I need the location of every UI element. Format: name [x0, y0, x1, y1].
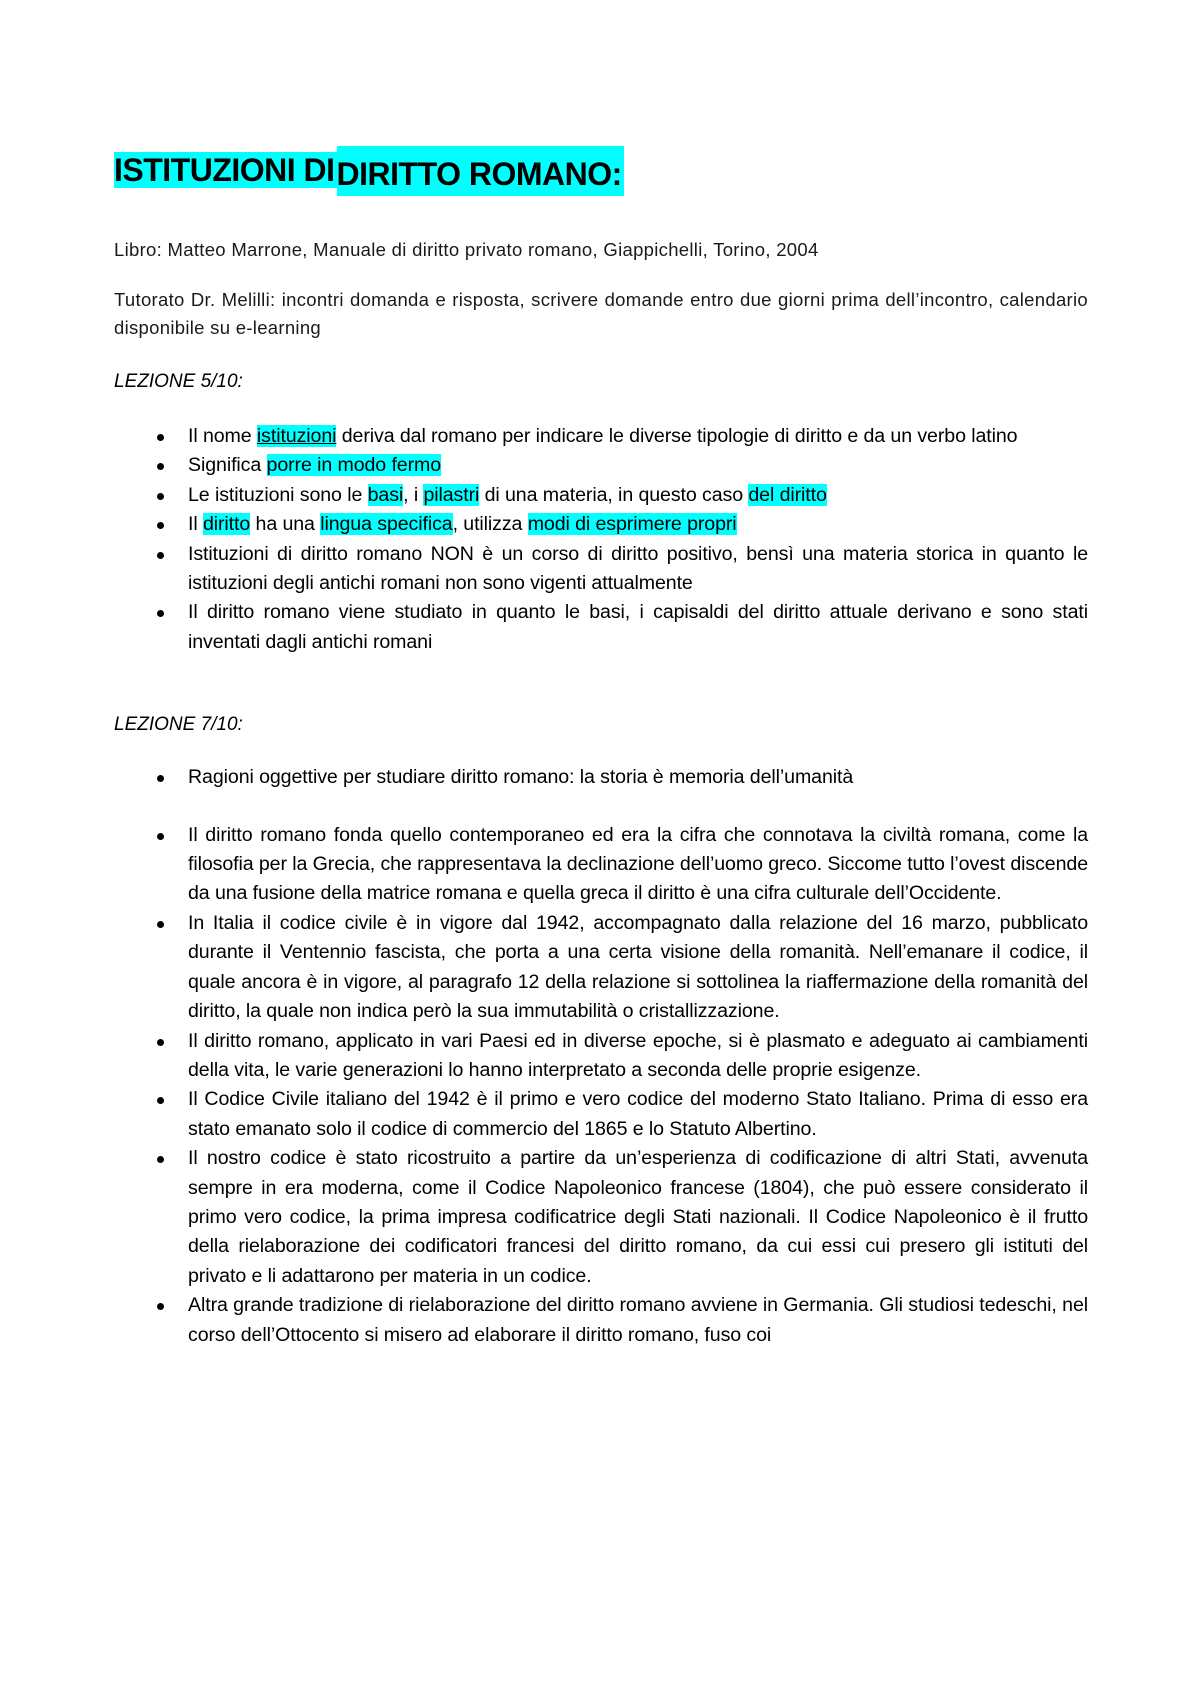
list-item — [114, 598, 1088, 657]
list-item — [114, 909, 1088, 1027]
text-run: In Italia il codice civile è in vigore dal 1942, accompagnato dalla relazione del 16 marzo, pubblicato durante il Ventennio fascista, che porta a una certa visione della romanità. Nell’emanare il codice, il quale ancora è in vigore, al paragrafo 12 della relazione si sottolinea la riaffermazione della romanità del diritto, la quale non indica però la sua immutabilità o cristallizzazione. — [188, 911, 1088, 1023]
bullet-icon — [157, 1097, 164, 1104]
bullet-icon — [157, 610, 164, 617]
bullet-icon — [157, 833, 164, 840]
highlighted-text: diritto — [202, 513, 251, 536]
title-highlight-part2: DIRITTO ROMANO: — [337, 146, 624, 196]
bullet-icon — [157, 434, 164, 441]
text-run: Istituzioni di diritto romano NON è un corso di diritto positivo, bensì una materia storica in quanto le istituzioni degli antichi romani non sono vigenti attualmente — [188, 542, 1088, 595]
list-item — [114, 540, 1088, 599]
bullet-icon — [157, 493, 164, 500]
highlighted-text: modi di esprimere propri — [527, 513, 737, 536]
tutoring-info: Tutorato Dr. Melilli: incontri domanda e risposta, scrivere domande entro due giorni prima dell’incontro, calendario disponibile su e-learning — [114, 289, 1088, 338]
document-content — [114, 146, 1088, 1350]
highlighted-text: pilastri — [423, 483, 480, 506]
bullet-icon — [157, 1156, 164, 1163]
lesson-5-10-list — [114, 422, 1088, 657]
title-highlight-part1: ISTITUZIONI DI — [114, 152, 335, 188]
list-item — [114, 1027, 1088, 1086]
lesson-heading-7-10: LEZIONE 7/10: — [114, 714, 243, 736]
text-run: Il nostro codice è stato ricostruito a partire da un’esperienza di codificazione di altri Stati, avvenuta sempre in era moderna, come il Codice Napoleonico francese (1804), che può essere considerato il primo vero codice, la prima impresa codificatrice degli Stati nazionali. Il Codice Napoleonico è il frutto della rielaborazione dei codificatori francesi del diritto romano, da cui essi cui presero gli istituti del privato e li adattarono per materia in un codice. — [188, 1147, 1088, 1287]
text-run: Significa — [188, 454, 267, 477]
text-run: di una materia, in questo caso — [479, 483, 749, 506]
highlighted-text: basi — [367, 483, 404, 506]
text-run: Il — [188, 513, 203, 536]
bullet-icon — [157, 921, 164, 928]
text-run: Il Codice Civile italiano del 1942 è il primo e vero codice del moderno Stato Italiano. Prima di esso era stato emanato solo il codice di commercio del 1865 e lo Statuto Albertino. — [188, 1088, 1088, 1140]
lesson-7-10-list — [114, 763, 1088, 1350]
document-title — [114, 146, 624, 196]
book-reference: Libro: Matteo Marrone, Manuale di diritto privato romano, Giappichelli, Torino, 2004 — [114, 239, 819, 260]
highlighted-text: lingua specifica — [320, 513, 453, 536]
list-item — [114, 1144, 1088, 1291]
bullet-icon — [157, 522, 164, 529]
text-run: , utilizza — [452, 513, 528, 536]
highlighted-text: porre in modo fermo — [266, 454, 442, 477]
bullet-icon — [157, 552, 164, 559]
underlined-term: istituzioni — [256, 425, 337, 447]
text-run: Le istituzioni sono le — [188, 483, 368, 506]
bullet-icon — [157, 1039, 164, 1046]
list-item — [114, 422, 1088, 451]
text-run: , i — [403, 483, 424, 506]
bullet-icon — [157, 1303, 164, 1310]
text-run: deriva dal romano per indicare le diverse tipologie di diritto e da un verbo latino — [336, 425, 1018, 447]
bullet-icon — [157, 775, 164, 782]
text-run: ha una — [250, 513, 321, 536]
list-item — [114, 821, 1088, 909]
list-item — [114, 481, 1088, 510]
list-item — [114, 1291, 1088, 1350]
text-run: Il diritto romano viene studiato in quanto le basi, i capisaldi del diritto attuale derivano e sono stati inventati dagli antichi romani — [188, 601, 1088, 653]
highlighted-text: del diritto — [748, 483, 827, 506]
text-run: Il diritto romano, applicato in vari Paesi ed in diverse epoche, si è plasmato e adeguato ai cambiamenti della vita, le varie generazioni lo hanno interpretato a seconda delle proprie esigenze. — [188, 1029, 1088, 1081]
bullet-icon — [157, 463, 164, 470]
text-run: Il diritto romano fonda quello contemporaneo ed era la cifra che connotava la civiltà romana, come la filosofia per la Grecia, che rappresentava la declinazione dell’uomo greco. Siccome tutto l’ovest discende da una fusione della matrice romana e quella greca il diritto è una cifra culturale dell’Occidente. — [188, 823, 1088, 905]
list-item — [114, 451, 1088, 480]
text-run: Ragioni oggettive per studiare diritto romano: la storia è memoria dell’umanità — [188, 766, 854, 789]
text-run: Altra grande tradizione di rielaborazione del diritto romano avviene in Germania. Gli studiosi tedeschi, nel corso dell’Ottocento si misero ad elaborare il diritto romano, fuso coi — [188, 1294, 1088, 1346]
list-item — [114, 1085, 1088, 1144]
list-item — [114, 763, 1088, 792]
text-run: Il nome — [188, 425, 257, 447]
lesson-heading-5-10: LEZIONE 5/10: — [114, 371, 243, 392]
list-item — [114, 510, 1088, 539]
